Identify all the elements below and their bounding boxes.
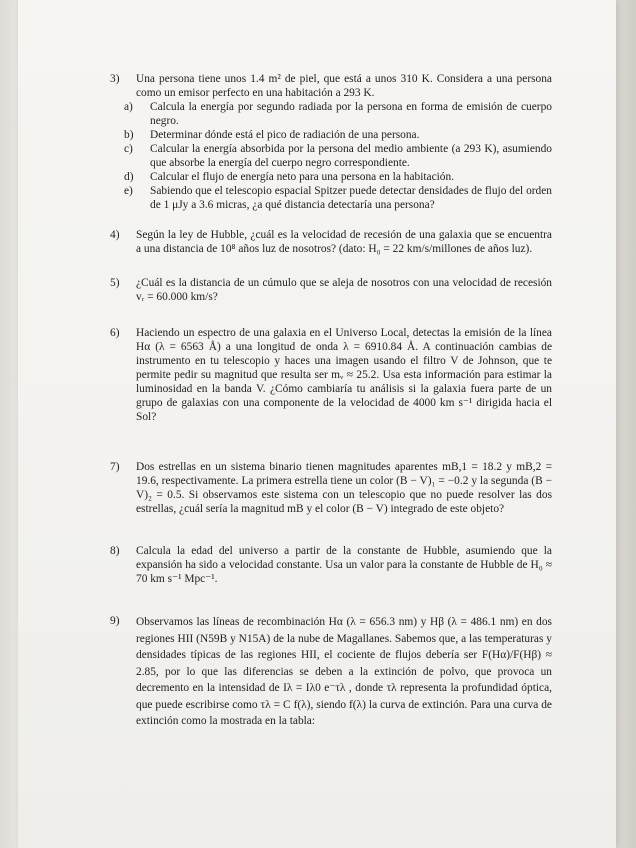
item-label: b) — [124, 129, 134, 141]
item-label: d) — [124, 171, 134, 183]
item-label: c) — [124, 143, 133, 155]
question-number: 6) — [110, 327, 120, 339]
question-3-item-d — [110, 170, 552, 184]
question-8 — [110, 544, 552, 586]
question-9 — [110, 614, 552, 730]
item-text: Determinar dónde está el pico de radiación de una persona. — [150, 129, 420, 141]
question-text: Calcula la edad del universo a partir de la constante de Hubble, asumiendo que la expansión ha sido a velocidad constante. Usa un valor para la constante de Hubble de H₀ ≈ 70 km s⁻¹ Mpc⁻¹. — [136, 545, 552, 585]
question-number: 7) — [110, 461, 120, 473]
question-3-item-e — [110, 184, 552, 212]
question-4 — [110, 228, 552, 256]
exercise-list — [110, 72, 552, 730]
item-label: e) — [124, 185, 133, 197]
question-7 — [110, 460, 552, 516]
question-6 — [110, 326, 552, 424]
item-text: Calcula la energía por segundo radiada por la persona en forma de emisión de cuerpo negro. — [150, 101, 552, 127]
question-3-item-b — [110, 128, 552, 142]
question-number: 5) — [110, 277, 120, 289]
question-number: 9) — [110, 615, 120, 627]
question-number: 4) — [110, 229, 120, 241]
question-number: 3) — [110, 73, 120, 85]
question-text: Observamos las líneas de recombinación Hα (λ = 656.3 nm) y Hβ (λ = 486.1 nm) en dos regiones HII (N59B y N15A) de la nube de Magallanes. Sabemos que, a las temperaturas y densidades típicas de las regiones HII, el cociente de flujos debería ser F(Hα)/F(Hβ) ≈ 2.85, por lo que las diferencias se deben a la extinción de polvo, que provoca un decremento en la intensidad de Iλ = Iλ0 e⁻τλ , donde τλ representa la profundidad óptica, que puede escribirse como τλ = C f(λ), siendo f(λ) la curva de extinción. Para una curva de extinción como la mostrada en la tabla: — [136, 616, 552, 727]
question-3-item-c — [110, 142, 552, 170]
question-3-item-a — [110, 100, 552, 128]
question-text: Según la ley de Hubble, ¿cuál es la velocidad de recesión de una galaxia que se encuentra a una distancia de 10⁸ años luz de nosotros? (dato: H₀ = 22 km/s/millones de años luz). — [136, 229, 552, 255]
question-5 — [110, 276, 552, 304]
question-text: Haciendo un espectro de una galaxia en el Universo Local, detectas la emisión de la línea Hα (λ = 6563 Å) a una longitud de onda λ = 6910.84 Å. A continuación cambias de instrumento en tu telescopio y haces una imagen usando el filtro V de Johnson, que te permite pedir su magnitud que resulta ser mᵥ ≈ 25.2. Usa esta información para estimar la luminosidad en la banda V. ¿Cómo cambiaría tu análisis si la galaxia fuera parte de un grupo de galaxias con una componente de la velocidad de 4000 km s⁻¹ dirigida hacia el Sol? — [136, 327, 552, 423]
item-text: Sabiendo que el telescopio espacial Spitzer puede detectar densidades de flujo del orden de 1 μJy a 3.6 micras, ¿a qué distancia detectaría una persona? — [150, 185, 552, 211]
question-3 — [110, 72, 552, 100]
item-text: Calcular la energía absorbida por la persona del medio ambiente (a 293 K), asumiendo que absorbe la energía del cuerpo negro correspondiente. — [150, 143, 552, 169]
question-text: Una persona tiene unos 1.4 m² de piel, que está a unos 310 K. Considera a una persona como un emisor perfecto en una habitación a 293 K. — [136, 73, 552, 99]
item-text: Calcular el flujo de energía neto para una persona en la habitación. — [150, 171, 455, 183]
question-number: 8) — [110, 545, 120, 557]
item-label: a) — [124, 101, 133, 113]
question-text: ¿Cuál es la distancia de un cúmulo que se aleja de nosotros con una velocidad de recesión vᵣ = 60.000 km/s? — [136, 277, 552, 303]
question-text: Dos estrellas en un sistema binario tienen magnitudes aparentes mB,1 = 18.2 y mB,2 = 19.6, respectivamente. La primera estrella tiene un color (B − V)₁ = −0.2 y la segunda (B − V)₂ = 0.5. Si observamos este sistema con un telescopio que no puede resolver las dos estrellas, ¿cuál sería la magnitud mB y el color (B − V) integrado de este objeto? — [136, 461, 552, 515]
